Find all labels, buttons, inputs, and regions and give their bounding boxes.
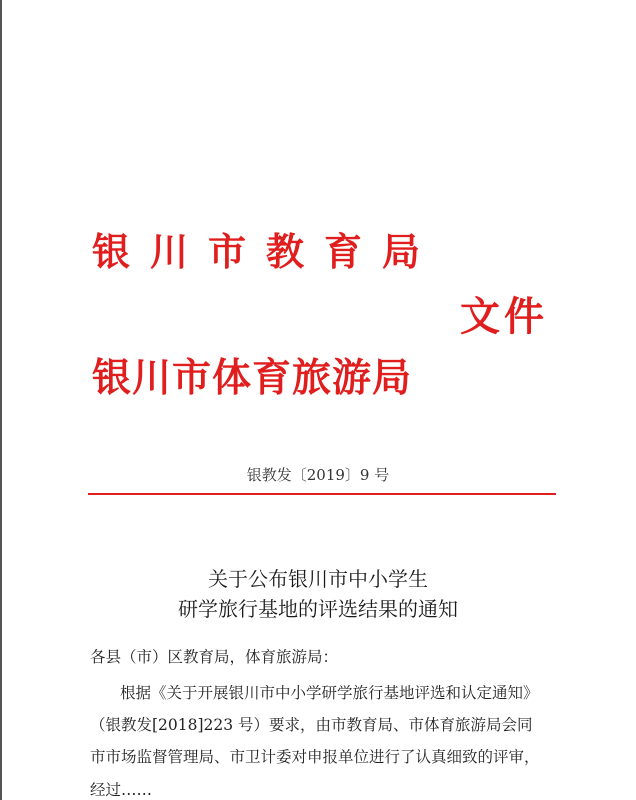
paragraph-line-3: 市市场监督管理局、市卫计委对申报单位进行了认真细致的评审， [90,748,540,766]
red-divider-line [88,493,556,495]
issuer-sports-tourism-bureau: 银川市体育旅游局 [92,356,413,401]
issuer-education-bureau: 银川市教育局 [92,230,441,274]
document-number: 银教发〔2019〕9 号 [246,466,390,484]
page-left-border [0,0,2,800]
notice-title-line-2: 研学旅行基地的评选结果的通知 [178,597,458,621]
notice-title-line-1: 关于公布银川市中小学生 [208,567,428,591]
paragraph-line-2: （银教发[2018]223 号）要求，由市教育局、市体育旅游局会同 [90,716,533,734]
paragraph-line-4: 经过…… [90,781,153,799]
salutation: 各县（市）区教育局，体育旅游局： [90,648,339,666]
paragraph-line-1: 根据《关于开展银川市中小学研学旅行基地评选和认定通知》 [120,684,539,702]
document-word: 文件 [460,294,548,340]
